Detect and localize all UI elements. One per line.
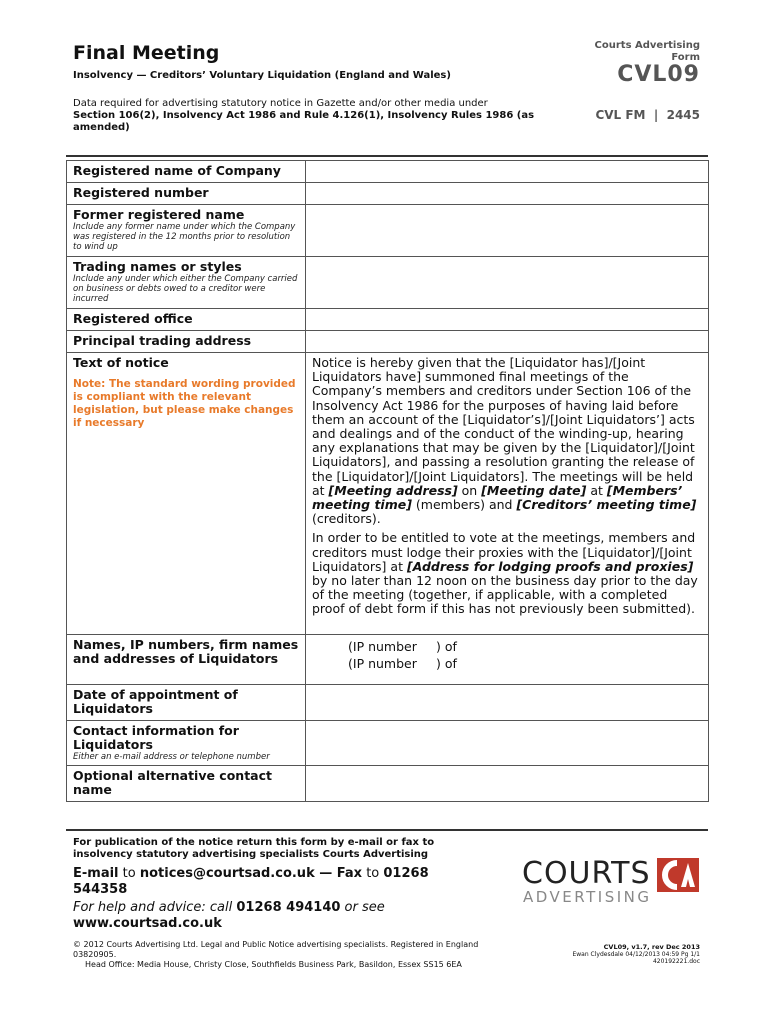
- ip-number-label: (IP number: [348, 639, 417, 654]
- brand-line-2: Form: [671, 52, 700, 63]
- placeholder-meeting-date: [Meeting date]: [481, 482, 587, 498]
- to-text: to: [118, 866, 140, 881]
- bottom-divider: [66, 829, 708, 831]
- label-contact-info: Contact information for Liquidators: [73, 723, 239, 752]
- logo-wordmark: COURTS: [522, 856, 651, 891]
- head-office-text: Head Office: Media House, Christy Close, Southfields Business Park, Basildon, Essex SS15 6EA: [85, 960, 462, 969]
- former-name-field[interactable]: [306, 205, 709, 257]
- label-registered-office: Registered office: [73, 311, 193, 326]
- label-text-of-notice: Text of notice: [73, 355, 169, 370]
- row-text-of-notice: [67, 353, 709, 635]
- trading-names-field[interactable]: [306, 257, 709, 309]
- row-contact-info: [67, 721, 709, 766]
- label-cell: [67, 161, 306, 183]
- ip-line-1: [312, 638, 702, 655]
- hint-former-name: Include any former name under which the Company was registered in the 12 months prior to resolution to wind up: [73, 222, 296, 252]
- ip-number-label: (IP number: [348, 656, 417, 671]
- notice-members-and: (members) and: [411, 497, 517, 513]
- form-subtitle: Insolvency — Creditors’ Voluntary Liquidation (England and Wales): [73, 70, 451, 81]
- of-label: ) of: [436, 656, 457, 671]
- label-names-ip: Names, IP numbers, firm names and addresses of Liquidators: [73, 637, 299, 666]
- intro-line-1: Data required for advertising statutory notice in Gazette and/or other media under: [73, 98, 488, 109]
- row-registered-number: [67, 183, 709, 205]
- label-former-name: Former registered name: [73, 207, 245, 222]
- label-cell: [67, 205, 306, 257]
- notice-p1-text: Notice is hereby given that the [Liquidator has]/[Joint Liquidators have] summoned final meetings of the Company’s members and creditors under Section 106 of the Insolvency Act 1986 for the purposes of having laid before them an account of the [Liquidator’s]/[Joint Liquidators’] acts and dealings and of the conduct of the winding-up, hearing any explanations that may be given by the [Liquidator]/[Joint Liquidators], and passing a resolution granting the release of the [Liquidator]/[Joint Liquidators]. The meetings will be held at: [312, 355, 695, 498]
- ip-line-2: [312, 655, 702, 672]
- version-text: CVL09, v1.7, rev Dec 2013: [603, 943, 700, 951]
- label-cell: [67, 183, 306, 205]
- help-text: For help and advice: call: [73, 900, 237, 915]
- form-reference: CVL FM | 2445: [595, 108, 700, 122]
- copyright-text: © 2012 Courts Advertising Ltd. Legal and Public Notice advertising specialists. Registered in England 03820905.: [73, 940, 479, 959]
- placeholder-creditors-time: [Creditors’ meeting time]: [516, 497, 697, 513]
- placeholder-meeting-address: [Meeting address]: [328, 482, 458, 498]
- notice-paragraph-1: [312, 356, 702, 526]
- fax-label: Fax: [336, 866, 363, 881]
- label-principal-address: Principal trading address: [73, 333, 252, 348]
- label-cell: [67, 257, 306, 309]
- intro-text: [73, 98, 563, 134]
- footer-legal: [73, 940, 493, 970]
- notice-paragraph-2: [312, 531, 702, 616]
- website-link[interactable]: www.courtsad.co.uk: [73, 916, 222, 931]
- row-registered-name: [67, 161, 709, 183]
- email-label: E-mail: [73, 866, 119, 881]
- help-phone: 01268 494140: [236, 900, 341, 915]
- placeholder-proxy-address: [Address for lodging proofs and proxies]: [406, 558, 694, 574]
- notice-note: Note: The standard wording provided is compliant with the relevant legislation, but please make changes if necessary: [73, 378, 296, 429]
- row-names-ip: [67, 635, 709, 685]
- brand-label: [540, 40, 700, 64]
- placeholder-members-time: [Members’ meeting time]: [312, 482, 683, 513]
- notice-creditors: (creditors).: [312, 511, 381, 527]
- notice-body: [312, 356, 702, 617]
- label-alt-contact: Optional alternative contact name: [73, 768, 272, 797]
- form-title: Final Meeting: [73, 42, 220, 64]
- row-former-name: [67, 205, 709, 257]
- dash-text: —: [314, 866, 337, 881]
- contact-line: [73, 866, 473, 898]
- doc-name-text: 420192221.doc: [652, 958, 700, 965]
- contact-info-field[interactable]: [306, 721, 709, 766]
- hint-trading-names: Include any under which either the Company carried on business or debts owed to a creditor were incurred: [73, 274, 298, 304]
- row-registered-office: [67, 309, 709, 331]
- top-divider: [66, 155, 708, 157]
- label-cell: [67, 331, 306, 353]
- logo-subtitle: ADVERTISING: [523, 888, 652, 906]
- label-date-appointment: Date of appointment of Liquidators: [73, 687, 238, 716]
- registered-office-field[interactable]: [306, 309, 709, 331]
- label-cell: [67, 635, 306, 685]
- form-code: CVL09: [617, 62, 700, 87]
- notice-p2-rest: by no later than 12 noon on the business day prior to the day of the meeting (together, if applicable, with a completed proof of debt form if this has not previously been submitted).: [312, 573, 698, 617]
- label-registered-name: Registered name of Company: [73, 163, 281, 178]
- courts-logo-icon: [657, 858, 699, 892]
- to-text-2: to: [362, 866, 384, 881]
- intro-line-2: Section 106(2), Insolvency Act 1986 and Rule 4.126(1), Insolvency Rules 1986 (as amended): [73, 110, 535, 133]
- notice-at: at: [586, 482, 607, 498]
- notice-text-field[interactable]: [306, 353, 709, 635]
- label-cell: [67, 766, 306, 802]
- notice-on: on: [457, 482, 482, 498]
- hint-contact-info: Either an e-mail address or telephone number: [73, 752, 270, 762]
- notice-form: [66, 160, 709, 802]
- editor-text: Ewan Clydesdale 04/12/2013 04:59 Pg 1/1: [572, 951, 700, 958]
- label-cell: [67, 309, 306, 331]
- label-cell: [67, 721, 306, 766]
- label-cell: [67, 685, 306, 721]
- date-appointment-field[interactable]: [306, 685, 709, 721]
- names-ip-field[interactable]: [306, 635, 709, 685]
- help-or-see: or see: [340, 900, 385, 915]
- row-trading-names: [67, 257, 709, 309]
- label-registered-number: Registered number: [73, 185, 209, 200]
- email-link[interactable]: notices@courtsad.co.uk: [139, 866, 315, 881]
- help-line: [73, 900, 473, 932]
- brand-line-1: Courts Advertising: [594, 40, 700, 51]
- fax-number: 01268 544358: [73, 866, 429, 897]
- label-cell: [67, 353, 306, 635]
- registered-number-field[interactable]: [306, 183, 709, 205]
- row-alt-contact: [67, 766, 709, 802]
- alt-contact-field[interactable]: [306, 766, 709, 802]
- row-date-appointment: [67, 685, 709, 721]
- of-label: ) of: [436, 639, 457, 654]
- principal-address-field[interactable]: [306, 331, 709, 353]
- notice-p2-text: In order to be entitled to vote at the meetings, members and creditors must lodge their proxies with the [Liquidator]/[Joint Liquidators] at: [312, 530, 696, 574]
- document-info: [500, 944, 700, 965]
- row-principal-address: [67, 331, 709, 353]
- registered-name-field[interactable]: [306, 161, 709, 183]
- label-trading-names: Trading names or styles: [73, 259, 242, 274]
- publication-instructions: For publication of the notice return this form by e-mail or fax to insolvency statutory advertising specialists Courts Advertising: [73, 837, 435, 860]
